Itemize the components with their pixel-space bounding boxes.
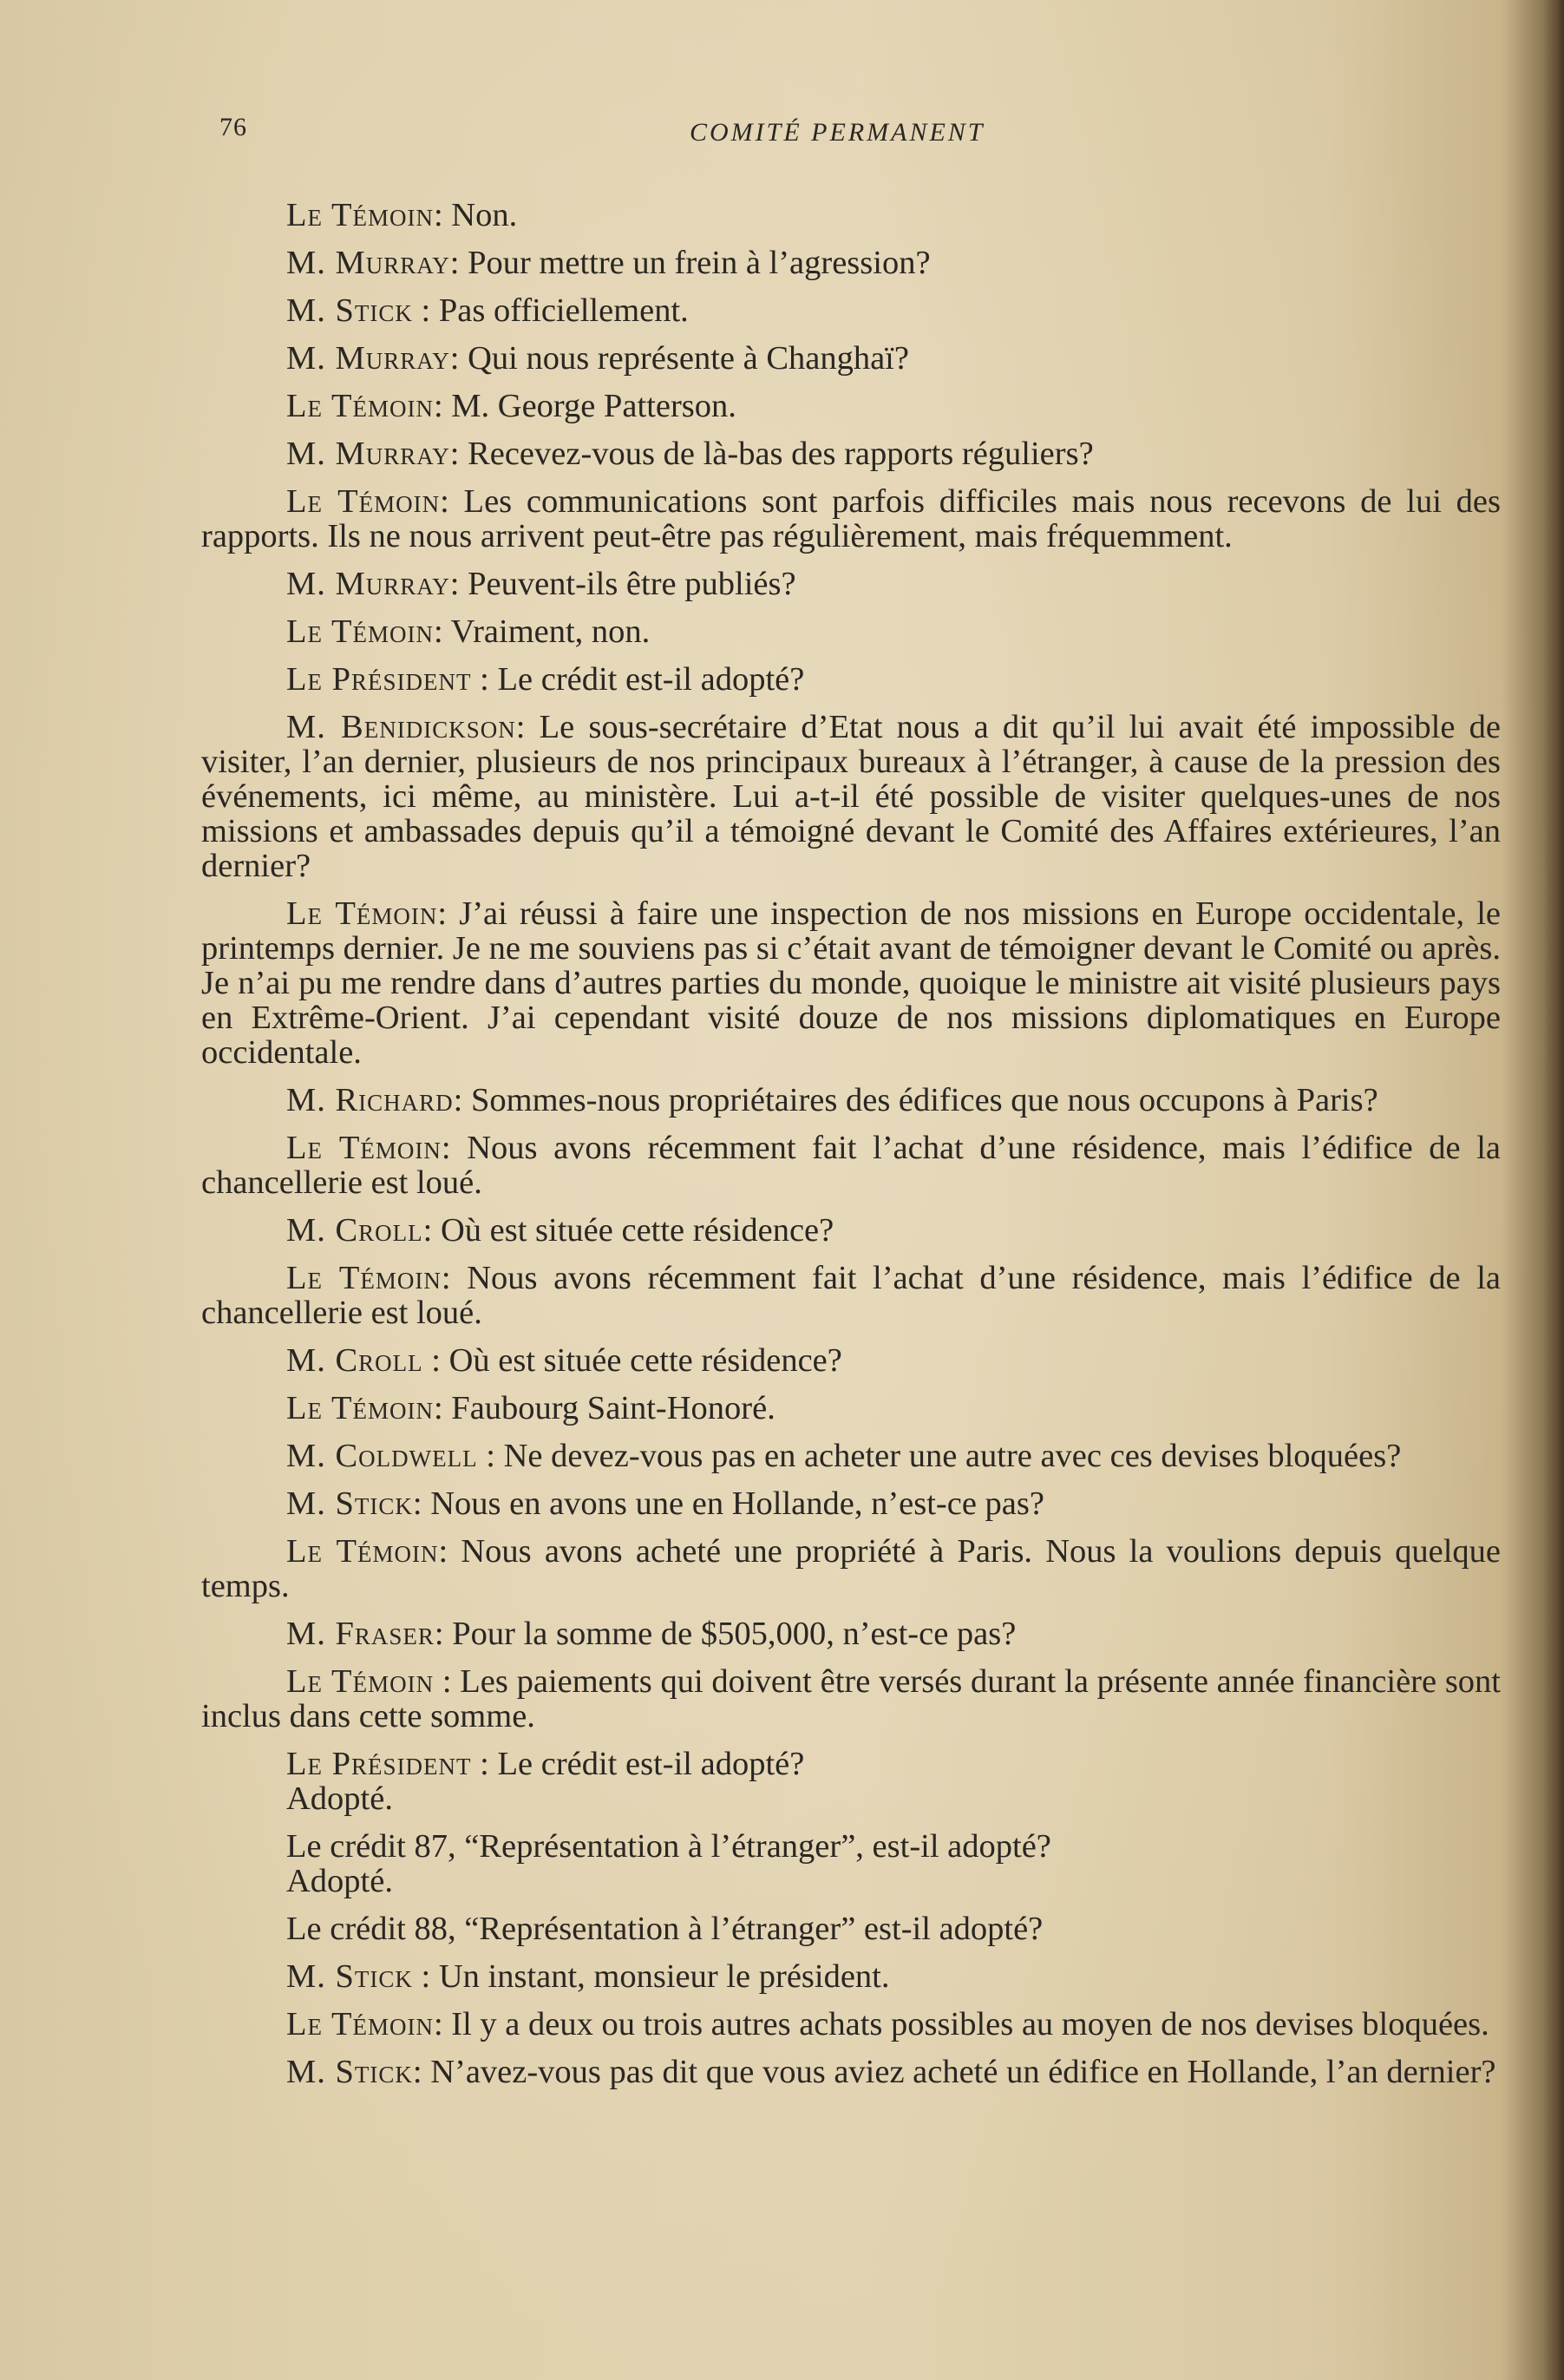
speaker-separator: :	[449, 436, 468, 472]
speech-text: M. George Patterson.	[451, 388, 736, 424]
speech-text: Nous avons récemment fait l’achat d’une résidence, mais l’édifice de la chancellerie est loué.	[201, 1130, 1501, 1201]
speaker-name: Le Président	[286, 1746, 472, 1782]
speaker-name: Le Témoin	[286, 895, 438, 932]
transcript-paragraph	[201, 293, 1501, 328]
speech-text: Peuvent-ils être publiés?	[468, 566, 796, 602]
speaker-name: Le Témoin	[286, 1533, 439, 1570]
speaker-separator: :	[412, 1958, 439, 1995]
transcript-paragraph	[201, 1083, 1501, 1118]
speaker-separator: :	[422, 1342, 449, 1379]
transcript-paragraph	[201, 1131, 1501, 1200]
speaker-separator: :	[471, 1746, 498, 1782]
running-head: COMITÉ PERMANENT	[690, 118, 985, 147]
speaker-separator: :	[477, 1438, 504, 1474]
transcript-paragraph	[201, 484, 1501, 554]
speaker-name: M. Murray	[286, 436, 450, 472]
speaker-name: Le Témoin	[286, 483, 441, 520]
transcript-paragraph	[201, 2007, 1501, 2042]
speaker-name: M. Stick	[286, 1958, 413, 1995]
page-edge-shadow	[1543, 0, 1564, 2380]
speech-text: Faubourg Saint-Honoré.	[451, 1390, 775, 1426]
transcript-paragraph	[201, 1664, 1501, 1734]
transcript-paragraph	[201, 1747, 1501, 1816]
speaker-separator: :	[449, 245, 468, 281]
speech-text: Le crédit est-il adopté?	[497, 661, 805, 698]
speech-text: Le sous-secrétaire d’Etat nous a dit qu’il lui avait été impossible de visiter, l’an dernier, plusieurs de nos principaux bureaux à l’étranger, à cause de la pression des événements, ici même, au ministère. Lui a-t-il été possible de visiter quelques-unes de nos missions et ambassades depuis qu’il a témoigné devant le Comité des Affaires extérieures, l’an dernier?	[201, 709, 1501, 884]
speaker-name: M. Murray	[286, 245, 450, 281]
vote-result: Adopté.	[286, 1863, 393, 1899]
speaker-name: M. Stick	[286, 2054, 413, 2090]
speech-text: Où est située cette résidence?	[448, 1342, 842, 1379]
transcript-paragraph	[201, 896, 1501, 1070]
speaker-name: M. Murray	[286, 566, 450, 602]
transcript-paragraph	[201, 1616, 1501, 1651]
speaker-separator: :	[433, 613, 451, 650]
speaker-separator: :	[515, 709, 540, 745]
speaker-name: M. Murray	[286, 340, 450, 377]
speaker-name: Le Témoin	[286, 613, 434, 650]
speech-text: Le crédit est-il adopté?	[497, 1746, 805, 1782]
speech-text: Recevez-vous de là-bas des rapports réguliers?	[468, 436, 1094, 472]
speaker-separator: :	[440, 483, 464, 520]
speaker-name: Le Témoin	[286, 1663, 435, 1700]
transcript-paragraph	[201, 614, 1501, 649]
transcript-paragraph	[201, 389, 1501, 423]
speaker-name: M. Richard	[286, 1082, 454, 1118]
speaker-name: Le Témoin	[286, 1130, 442, 1166]
speaker-name: M. Coldwell	[286, 1438, 478, 1474]
speech-text: Les paiements qui doivent être versés durant la présente année financière sont inclus dans cette somme.	[201, 1663, 1502, 1734]
speaker-name: Le Témoin	[286, 197, 434, 233]
speech-text: Le crédit 87, “Représentation à l’étranger”, est-il adopté?	[286, 1828, 1051, 1865]
speaker-separator: :	[453, 1082, 471, 1118]
transcript-paragraph	[201, 1439, 1501, 1473]
speech-text: Le crédit 88, “Représentation à l’étranger” est-il adopté?	[286, 1911, 1044, 1947]
transcript-paragraph	[201, 436, 1501, 471]
speech-text: Vraiment, non.	[450, 613, 651, 650]
speaker-separator: :	[412, 2054, 431, 2090]
speaker-name: Le Témoin	[286, 1390, 434, 1426]
speaker-separator: :	[412, 292, 439, 329]
speech-text: Il y a deux ou trois autres achats possibles au moyen de nos devises bloquées.	[451, 2006, 1489, 2042]
speaker-separator: :	[433, 2006, 452, 2042]
speaker-separator: :	[434, 1616, 453, 1652]
speaker-separator: :	[433, 1390, 452, 1426]
speaker-name: Le Témoin	[286, 2006, 434, 2042]
speaker-name: M. Fraser	[286, 1616, 435, 1652]
speech-text: Qui nous représente à Changhaï?	[468, 340, 909, 377]
speech-text: Non.	[451, 197, 518, 233]
speech-text: Où est située cette résidence?	[440, 1212, 834, 1249]
transcript-paragraph	[201, 1213, 1501, 1248]
transcript-paragraph	[201, 1343, 1501, 1378]
speaker-name: M. Croll	[286, 1212, 423, 1249]
speaker-separator: :	[434, 1663, 461, 1700]
speaker-separator: :	[449, 340, 468, 377]
speaker-separator: :	[433, 388, 452, 424]
transcript-paragraph	[201, 567, 1501, 601]
speaker-separator: :	[412, 1485, 431, 1522]
speech-text: Nous en avons une en Hollande, n’est-ce pas?	[430, 1485, 1044, 1522]
speech-text: Nous avons récemment fait l’achat d’une résidence, mais l’édifice de la chancellerie est loué.	[201, 1260, 1501, 1331]
speaker-separator: :	[449, 566, 468, 602]
transcript-paragraph	[201, 198, 1501, 233]
transcript-paragraph	[201, 662, 1501, 697]
speaker-name: M. Benidickson	[286, 709, 516, 745]
speech-text: Les communications sont parfois difficiles mais nous recevons de lui des rapports. Ils ne nous arrivent peut-être pas régulièrement, mais fréquemment.	[201, 483, 1501, 554]
speaker-separator: :	[438, 1533, 461, 1570]
transcript-paragraph	[201, 1486, 1501, 1521]
speaker-separator: :	[441, 1260, 468, 1296]
transcript-paragraph	[201, 341, 1501, 376]
speech-text: N’avez-vous pas dit que vous aviez acheté un édifice en Hollande, l’an dernier?	[430, 2054, 1496, 2090]
speaker-separator: :	[437, 895, 460, 932]
transcript-paragraph	[201, 1959, 1501, 1994]
speaker-name: Le Président	[286, 661, 472, 698]
speech-text: Un instant, monsieur le président.	[438, 1958, 890, 1995]
speaker-separator: :	[433, 197, 452, 233]
transcript-paragraph	[201, 246, 1501, 280]
transcript-paragraph	[201, 1911, 1501, 1946]
transcript-paragraph	[201, 710, 1501, 883]
speaker-name: Le Témoin	[286, 388, 434, 424]
speech-text: Pas officiellement.	[438, 292, 689, 329]
speaker-name: M. Stick	[286, 1485, 413, 1522]
speech-text: Nous avons acheté une propriété à Paris. Nous la voulions depuis quelque temps.	[201, 1533, 1501, 1604]
speaker-name: M. Stick	[286, 292, 413, 329]
transcript-body	[201, 198, 1501, 2102]
speech-text: Ne devez-vous pas en acheter une autre avec ces devises bloquées?	[503, 1438, 1402, 1474]
speaker-name: Le Témoin	[286, 1260, 442, 1296]
speaker-name: M. Croll	[286, 1342, 423, 1379]
speech-text: Sommes-nous propriétaires des édifices que nous occupons à Paris?	[471, 1082, 1378, 1118]
speech-text: Pour mettre un frein à l’agression?	[468, 245, 931, 281]
page-number: 76	[219, 113, 247, 141]
speech-text: J’ai réussi à faire une inspection de nos missions en Europe occidentale, le printemps dernier. Je ne me souviens pas si c’était avant de témoigner devant le Comité ou après. Je n’ai pu me rendre dans d’autres parties du monde, quoique le ministre ait visité plusieurs pays en Extrême-Orient. J’ai cependant visité douze de nos missions diplomatiques en Europe occidentale.	[201, 895, 1501, 1071]
vote-result: Adopté.	[286, 1780, 393, 1817]
transcript-paragraph	[201, 1534, 1501, 1603]
speaker-separator: :	[422, 1212, 441, 1249]
transcript-paragraph	[201, 1261, 1501, 1330]
speaker-separator: :	[441, 1130, 468, 1166]
transcript-paragraph	[201, 2055, 1501, 2089]
speech-text: Pour la somme de $505,000, n’est-ce pas?	[452, 1616, 1017, 1652]
speaker-separator: :	[471, 661, 498, 698]
transcript-paragraph	[201, 1391, 1501, 1426]
transcript-paragraph	[201, 1829, 1501, 1898]
